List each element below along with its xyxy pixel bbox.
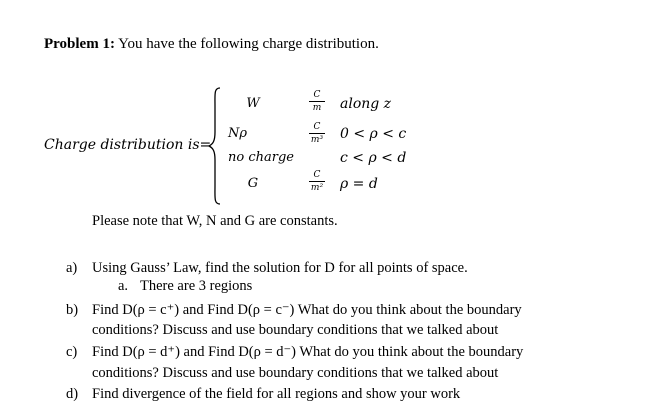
question-a-label: a) [66,260,78,276]
question-b-line2: conditions? Discuss and use boundary conditions that we talked about [92,322,499,338]
row1-expr: W [246,96,260,111]
question-c-label: c) [66,344,78,360]
row1-unit-den: m [312,103,322,113]
row4-expr: G [247,176,259,191]
row4-unit-den: m² [310,183,324,193]
question-b-line1: Find D(ρ = c⁺) and Find D(ρ = c⁻) What do you think about the boundary [92,302,522,318]
row3-expr: no charge [228,150,294,165]
question-a-sub-label: a. [118,278,129,294]
constants-note: Please note that W, N and G are constants. [92,213,338,229]
problem-title [44,36,379,53]
row2-unit-num: C [309,122,325,134]
row2-unit [309,122,325,145]
row4-unit [309,170,325,193]
problem-text: You have the following charge distribution. [118,36,379,52]
row1-condition: along z [340,96,392,112]
row1-unit-num: C [309,90,325,102]
row4-unit-num: C [309,170,325,182]
row4-condition: ρ = d [340,176,378,192]
row1-unit [309,90,325,113]
problem-label: Problem 1: [44,36,115,52]
question-d-label: d) [66,386,79,402]
row2-unit-den: m³ [310,135,324,145]
distribution-lhs: Charge distribution is= [44,137,212,153]
question-c-line1: Find D(ρ = d⁺) and Find D(ρ = d⁻) What do you think about the boundary [92,344,524,360]
row2-condition: 0 < ρ < c [340,126,407,142]
question-c-line2: conditions? Discuss and use boundary conditions that we talked about [92,365,499,381]
question-a-sub-text: There are 3 regions [140,278,253,294]
question-b-label: b) [66,302,79,318]
question-a-text: Using Gauss’ Law, find the solution for D for all points of space. [92,260,468,276]
question-d-text: Find divergence of the field for all regions and show your work [92,386,461,402]
left-brace-icon [208,86,222,206]
row3-condition: c < ρ < d [340,150,407,166]
row2-expr: Nρ [228,126,248,141]
